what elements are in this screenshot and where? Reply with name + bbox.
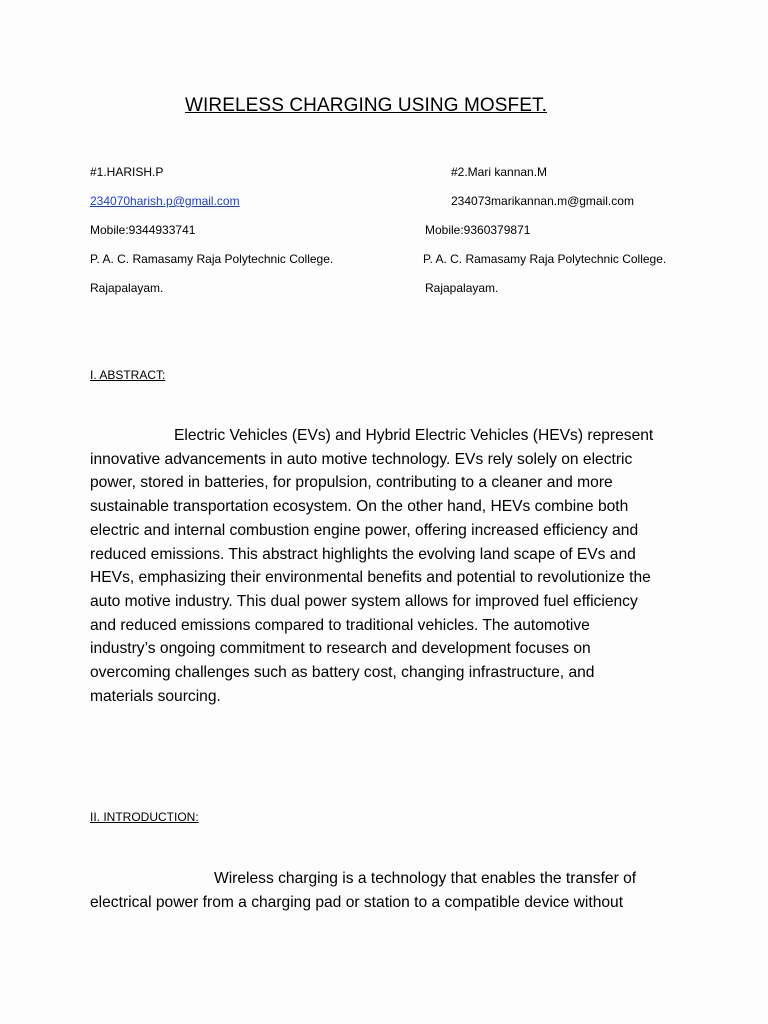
author-mobile: Mobile:9360379871 xyxy=(425,223,531,237)
author-institution: P. A. C. Ramasamy Raja Polytechnic College. xyxy=(90,252,334,266)
author-mobile: Mobile:9344933741 xyxy=(90,223,196,237)
author-city: Rajapalayam. xyxy=(425,281,499,295)
paragraph-line: reduced emissions. This abstract highlights the evolving land scape of EVs and xyxy=(90,545,636,563)
abstract-heading: I. ABSTRACT: xyxy=(90,368,166,382)
paragraph-line: auto motive industry. This dual power system allows for improved fuel efficiency xyxy=(90,592,638,610)
paragraph-line: industry’s ongoing commitment to research and development focuses on xyxy=(90,640,591,658)
paragraph-line: materials sourcing. xyxy=(90,687,221,705)
abstract-paragraph xyxy=(90,424,690,708)
paragraph-line: sustainable transportation ecosystem. On the other hand, HEVs combine both xyxy=(90,498,629,516)
introduction-heading: II. INTRODUCTION: xyxy=(90,810,199,824)
author-name: #1.HARISH.P xyxy=(90,165,164,179)
author-email: 234073marikannan.m@gmail.com xyxy=(451,194,634,208)
paragraph-line: HEVs, emphasizing their environmental benefits and potential to revolutionize the xyxy=(90,569,651,587)
introduction-paragraph xyxy=(90,867,690,914)
author-institution: P. A. C. Ramasamy Raja Polytechnic College. xyxy=(423,252,667,266)
paper-title: WIRELESS CHARGING USING MOSFET. xyxy=(184,95,548,116)
author-email-link[interactable]: 234070harish.p@gmail.com xyxy=(90,194,240,208)
author-name: #2.Mari kannan.M xyxy=(451,165,548,179)
author-city: Rajapalayam. xyxy=(90,281,164,295)
paragraph-line: innovative advancements in auto motive technology. EVs rely solely on electric xyxy=(90,450,633,468)
paragraph-line: overcoming challenges such as battery cost, changing infrastructure, and xyxy=(90,664,595,682)
author-block-1 xyxy=(90,158,333,303)
author-block-2 xyxy=(420,158,666,303)
paragraph-line: electric and internal combustion engine power, offering increased efficiency and xyxy=(90,521,639,539)
paragraph-line: Electric Vehicles (EVs) and Hybrid Electric Vehicles (HEVs) represent xyxy=(174,427,654,444)
paragraph-line: electrical power from a charging pad or station to a compatible device without xyxy=(90,893,624,911)
paragraph-line: and reduced emissions compared to traditional vehicles. The automotive xyxy=(90,616,590,634)
paragraph-line: power, stored in batteries, for propulsion, contributing to a cleaner and more xyxy=(90,474,613,492)
paragraph-line: Wireless charging is a technology that enables the transfer of xyxy=(214,870,637,887)
